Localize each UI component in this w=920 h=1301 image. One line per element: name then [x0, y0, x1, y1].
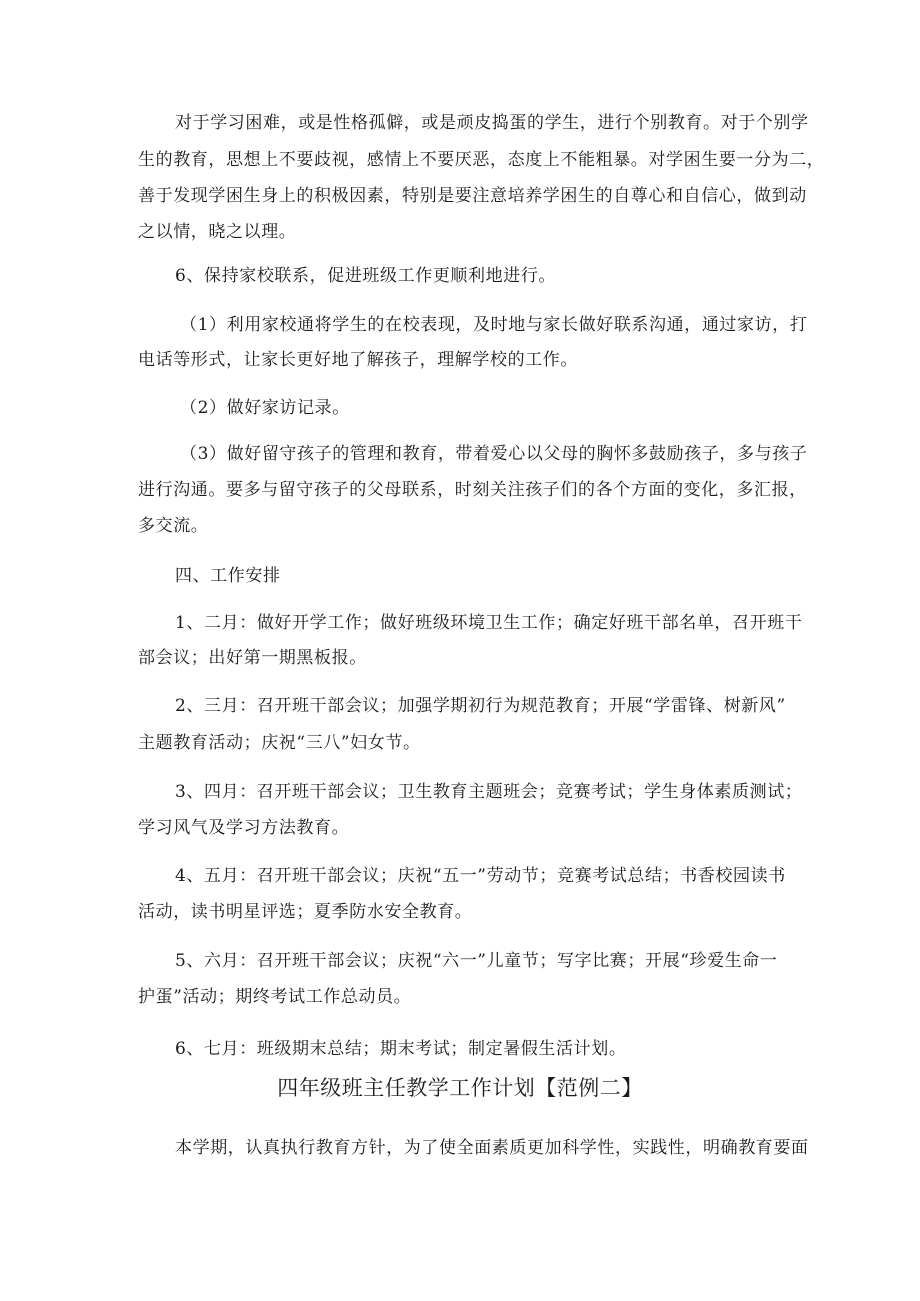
sub-item: 电话等形式，让家长更好地了解孩子，理解学校的工作。	[138, 350, 578, 370]
schedule-item: 4、五月：召开班干部会议；庆祝“五一”劳动节；竞赛考试总结；书香校园读书	[175, 866, 786, 886]
paragraph-line: 善于发现学困生身上的积极因素，特别是要注意培养学困生的自尊心和自信心，做到动	[138, 186, 807, 206]
paragraph-line: 之以情，晓之以理。	[138, 222, 297, 242]
sub-item: （2）做好家访记录。	[180, 398, 350, 418]
sub-item: （1）利用家校通将学生的在校表现，及时地与家长做好联系沟通，通过家访，打	[180, 315, 808, 335]
schedule-item: 主题教育活动；庆祝“三八”妇女节。	[138, 733, 421, 753]
sub-item: 进行沟通。要多与留守孩子的父母联系，时刻关注孩子们的各个方面的变化，多汇报，	[138, 480, 807, 500]
schedule-item: 2、三月：召开班干部会议；加强学期初行为规范教育；开展“学雷锋、树新风”	[175, 696, 786, 716]
schedule-item: 1、二月：做好开学工作；做好班级环境卫生工作；确定好班干部名单，召开班干	[175, 613, 803, 633]
schedule-item: 护蛋”活动；期终考试工作总动员。	[138, 987, 412, 1007]
schedule-item: 活动，读书明星评选；夏季防水安全教育。	[138, 902, 473, 922]
paragraph-line: 对于学习困难，或是性格孤僻，或是顽皮捣蛋的学生，进行个别教育。对于个别学	[175, 113, 809, 133]
schedule-item: 部会议；出好第一期黑板报。	[138, 648, 367, 668]
sub-item: （3）做好留守孩子的管理和教育，带着爱心以父母的胸怀多鼓励孩子，多与孩子	[180, 444, 808, 464]
schedule-item: 学习风气及学习方法教育。	[138, 818, 350, 838]
paragraph-line: 本学期，认真执行教育方针，为了使全面素质更加科学性，实践性，明确教育要面	[175, 1138, 809, 1158]
numbered-item: 6、保持家校联系，促进班级工作更顺利地进行。	[175, 266, 557, 286]
paragraph-line: 生的教育，思想上不要歧视，感情上不要厌恶，态度上不能粗暴。对学困生要一分为二，	[138, 150, 825, 170]
schedule-item: 5、六月：召开班干部会议；庆祝“六一”儿童节；写字比赛；开展“珍爱生命一	[175, 951, 778, 971]
schedule-item: 6、七月：班级期末总结；期末考试；制定暑假生活计划。	[175, 1039, 627, 1059]
section-label: 四、工作安排	[175, 566, 281, 586]
section-heading: 四年级班主任教学工作计划【范例二】	[277, 1076, 643, 1100]
sub-item: 多交流。	[138, 516, 209, 536]
schedule-item: 3、四月：召开班干部会议；卫生教育主题班会；竞赛考试；学生身体素质测试；	[175, 782, 803, 802]
